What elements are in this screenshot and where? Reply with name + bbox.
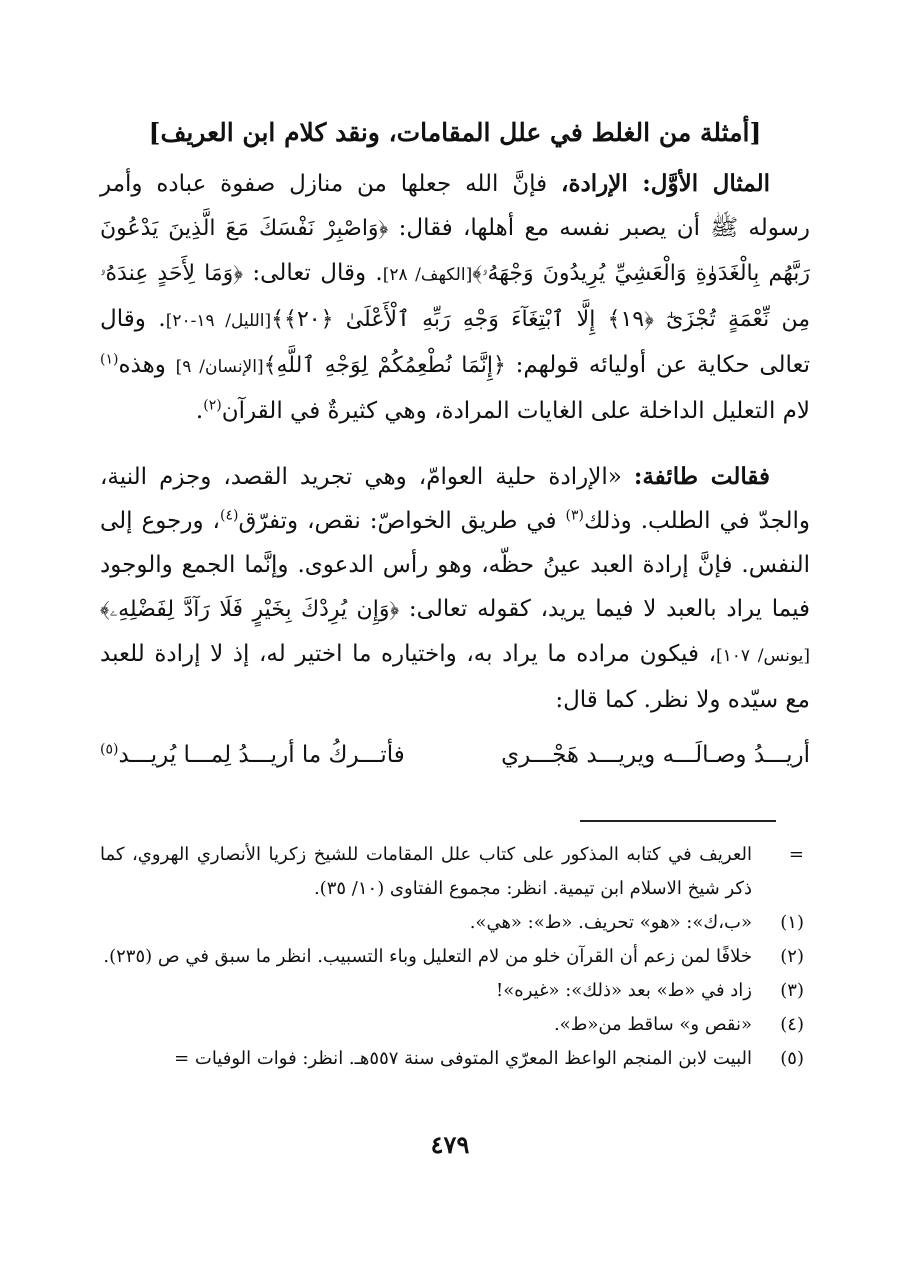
paragraph-lead: فقالت طائفة:: [633, 463, 770, 490]
paragraph-text: ، ورجوع إلى النفس. فإنَّ إرادة العبد عينُ حظّه، وهو رأس الدعوى. وإنَّما الجمع والوجود فيما يراد بالعبد لا فيما يريد، كقوله تعالى:: [100, 508, 811, 622]
footnote-item: [100, 974, 806, 1008]
quran-verse: ﴿وَمَا لِأَحَدٍ عِندَهُۥ مِن نِّعْمَةٍ تُجْزَىٰٓ ﴿١٩﴾ إِلَّا ٱبْتِغَآءَ وَجْهِ رَبِّهِ ٱلْأَعْلَىٰ ﴿٢٠﴾﴾: [100, 261, 810, 332]
verse-reference: [الكهف/ ٢٨]: [382, 265, 473, 285]
footnote-number: (٤): [780, 1014, 804, 1035]
footnotes: [100, 838, 806, 1076]
paragraph-text: .: [195, 398, 204, 424]
quran-verse: ﴿إِنَّمَا نُطْعِمُكُمْ لِوَجْهِ ٱللَّهِ﴾: [263, 353, 506, 378]
footnote-item: [100, 1008, 806, 1042]
footnote-text: زاد في «ط» بعد «ذلك»: «غيره»!: [496, 980, 752, 1001]
paragraph-text: «الإرادة حلية العوامّ، وهي تجريد القصد، وجزم النية، والجدّ في الطلب. وذلك: [100, 464, 811, 534]
poem-first-hemistich: أريـــدُ وصـالَـــه ويريـــد هَجْـــري: [501, 742, 810, 768]
footnote-text: «نقص و» ساقط من«ط».: [553, 1014, 752, 1035]
footnote-item: [100, 906, 806, 940]
footnote-item: [100, 838, 806, 906]
paragraph-text: في طريق الخواصّ: نقص، وتفرّق: [238, 508, 566, 534]
paragraph-text: . وقال تعالى:: [243, 260, 383, 286]
main-text: [100, 110, 810, 780]
footnote-marker: (٥): [100, 741, 119, 758]
section-title: [أمثلة من الغلط في علل المقامات، ونقد كلام ابن العريف]: [148, 118, 762, 147]
paragraph-text: لام التعليل الداخلة على الغايات المرادة، وهي كثيرةٌ في القرآن: [221, 398, 810, 424]
poem-verse: [100, 730, 810, 780]
footnote-separator: [580, 820, 776, 822]
footnote-text: البيت لابن المنجم الواعظ المعرّي المتوفى سنة ٥٥٧هـ. انظر: فوات الوفيات =: [174, 1048, 752, 1069]
page-number: ٤٧٩: [430, 1130, 470, 1159]
footnote-marker: (٤): [220, 507, 239, 524]
paragraph-text: وهذه: [118, 352, 176, 378]
paragraph-lead: المثال الأوَّل: الإرادة،: [561, 170, 771, 197]
paragraph-text: . وقال تعالى حكاية عن أوليائه قولهم:: [100, 306, 811, 378]
verse-reference: [الإنسان/ ٩]: [175, 357, 264, 377]
verse-reference: [الليل/ ١٩-٢٠]: [165, 311, 272, 331]
footnote-item: [100, 1042, 806, 1076]
footnote-text: خلافًا لمن زعم أن القرآن خلو من لام التعليل وباء التسبيب. انظر ما سبق في ص (٢٣٥).: [103, 946, 752, 967]
footnote-item: [100, 940, 806, 974]
footnote-marker: (١): [100, 351, 119, 368]
footnote-number: (٥): [780, 1048, 804, 1069]
poem-second-hemistich: [100, 730, 405, 780]
footnote-marker: (٣): [565, 507, 584, 524]
footnote-number: (٣): [780, 980, 804, 1001]
footnote-number: (٢): [780, 946, 804, 967]
footnote-number: (١): [780, 912, 804, 933]
quran-verse: ﴿وَإِن يُرِدْكَ بِخَيْرٍ فَلَا رَآدَّ لِفَضْلِهِۦ﴾: [100, 597, 400, 622]
quran-verse: ﴿وَاصْبِرْ نَفْسَكَ مَعَ الَّذِينَ يَدْعُونَ رَبَّهُم بِالْغَدَوٰةِ وَالْعَشِيِّ يُرِيدُونَ وَجْهَهُۥ﴾: [100, 216, 810, 286]
paragraph-first-example: [100, 162, 810, 433]
verse-reference: [يونس/ ١٠٧]: [716, 646, 811, 666]
paragraph-text: ، فيكون مراده ما يراد به، واختياره ما اختير له، إذ لا إرادة للعبد مع سيّده ولا نظر. كما قال:: [100, 641, 810, 713]
footnote-marker: (٢): [203, 397, 222, 414]
footnote-text: العريف في كتابه المذكور على كتاب علل المقامات للشيخ زكريا الأنصاري الهروي، كما ذكر شيخ الاسلام ابن تيمية. انظر: مجموع الفتاوى (١٠/ ٣٥).: [100, 844, 752, 899]
footnote-number: =: [788, 844, 804, 865]
paragraph-quote: [100, 455, 810, 722]
footnote-text: «ب،ك»: «هو» تحريف. «ط»: «هي».: [469, 912, 752, 933]
paragraph-text: فإنَّ الله جعلها من منازل صفوة عباده وأمر رسوله ﷺ أن يصبر نفسه مع أهلها، فقال:: [100, 171, 810, 241]
poem-second-hemistich-text: فأتـــركُ ما أريـــدُ لِمـــا يُريـــد: [118, 742, 405, 768]
